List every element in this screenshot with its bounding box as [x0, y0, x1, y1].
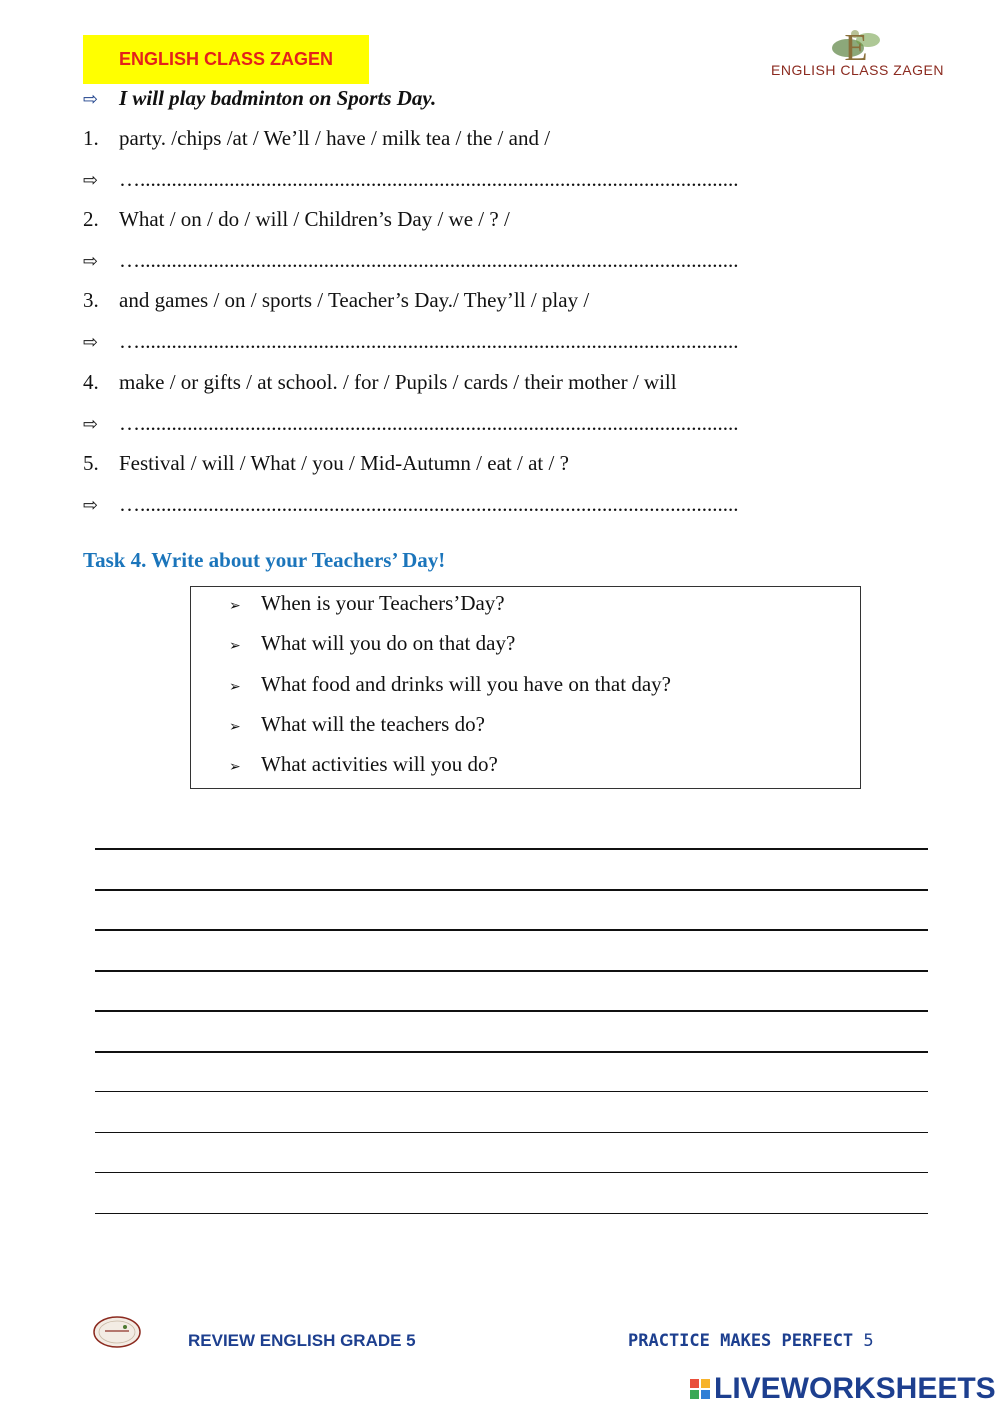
answer-line-5[interactable] — [83, 492, 739, 518]
question-text: What will you do on that day? — [261, 631, 516, 655]
page-number: 5 — [863, 1331, 874, 1351]
question-text: What will the teachers do? — [261, 712, 485, 736]
writing-line[interactable] — [95, 1051, 928, 1053]
question-text: What activities will you do? — [261, 752, 498, 776]
footer-title: REVIEW ENGLISH GRADE 5 — [188, 1331, 416, 1350]
arrowhead-bullet-icon: ➢ — [229, 719, 241, 735]
writing-line[interactable] — [95, 848, 928, 850]
question-text: When is your Teachers’Day? — [261, 591, 505, 615]
question-item — [229, 631, 515, 656]
arrow-right-icon: ⇨ — [83, 170, 99, 191]
exercise-item-2 — [83, 207, 510, 231]
logo-text: ENGLISH CLASS ZAGEN — [771, 62, 944, 78]
arrowhead-bullet-icon: ➢ — [229, 638, 241, 654]
arrow-right-icon: ⇨ — [83, 89, 99, 110]
answer-dots[interactable]: ….................................................................................................................. — [119, 492, 739, 516]
footer-seal-icon — [93, 1316, 141, 1348]
writing-line[interactable] — [95, 1091, 928, 1092]
arrowhead-bullet-icon: ➢ — [229, 679, 241, 695]
answer-dots[interactable]: ….................................................................................................................. — [119, 411, 739, 435]
logo-letter: E — [844, 27, 868, 69]
item-words: and games / on / sports / Teacher’s Day./ They’ll / play / — [119, 288, 590, 312]
item-words: make / or gifts / at school. / for / Pupils / cards / their mother / will — [119, 370, 677, 394]
writing-line[interactable] — [95, 1132, 928, 1133]
class-badge: ENGLISH CLASS ZAGEN — [83, 35, 369, 84]
item-number: 2. — [83, 207, 99, 231]
arrow-right-icon: ⇨ — [83, 414, 99, 435]
question-item — [229, 712, 485, 737]
liveworksheets-text: LIVEWORKSHEETS — [714, 1372, 996, 1405]
item-words: What / on / do / will / Children’s Day / we / ? / — [119, 207, 510, 231]
item-number: 4. — [83, 370, 99, 394]
item-number: 1. — [83, 126, 99, 150]
arrow-right-icon: ⇨ — [83, 251, 99, 272]
questions-box — [190, 586, 861, 789]
arrowhead-bullet-icon: ➢ — [229, 759, 241, 775]
writing-line[interactable] — [95, 970, 928, 972]
question-item — [229, 672, 671, 697]
item-number: 5. — [83, 451, 99, 475]
writing-line[interactable] — [95, 889, 928, 891]
arrow-right-icon: ⇨ — [83, 332, 99, 353]
writing-line[interactable] — [95, 1172, 928, 1173]
logo-mark-icon — [760, 22, 950, 92]
arrowhead-bullet-icon: ➢ — [229, 598, 241, 614]
answer-line-4[interactable] — [83, 411, 739, 437]
answer-dots[interactable]: ….................................................................................................................. — [119, 329, 739, 353]
exercise-item-1 — [83, 126, 550, 150]
example-row — [83, 86, 436, 112]
example-sentence: I will play badminton on Sports Day. — [119, 86, 437, 110]
exercise-item-3 — [83, 288, 589, 312]
answer-line-3[interactable] — [83, 329, 739, 355]
question-item — [229, 591, 505, 616]
item-words: party. /chips /at / We’ll / have / milk tea / the / and / — [119, 126, 551, 150]
task-4-title: Task 4. Write about your Teachers’ Day! — [83, 548, 446, 572]
writing-line[interactable] — [95, 1213, 928, 1214]
arrow-right-icon: ⇨ — [83, 495, 99, 516]
exercise-item-4 — [83, 370, 677, 394]
writing-line[interactable] — [95, 1010, 928, 1012]
item-number: 3. — [83, 288, 99, 312]
exercise-item-5 — [83, 451, 569, 475]
answer-line-1[interactable] — [83, 167, 739, 193]
answer-dots[interactable]: ….................................................................................................................. — [119, 248, 739, 272]
item-words: Festival / will / What / you / Mid-Autumn / eat / at / ? — [119, 451, 569, 475]
writing-line[interactable] — [95, 929, 928, 931]
liveworksheets-logo-icon — [690, 1379, 710, 1399]
footer-slogan — [628, 1331, 874, 1351]
answer-dots[interactable]: ….................................................................................................................. — [119, 167, 739, 191]
footer-slogan-text: PRACTICE MAKES PERFECT — [628, 1331, 854, 1351]
liveworksheets-brand[interactable] — [690, 1372, 996, 1406]
question-item — [229, 752, 498, 777]
question-text: What food and drinks will you have on that day? — [261, 672, 671, 696]
logo — [760, 22, 950, 92]
answer-line-2[interactable] — [83, 248, 739, 274]
